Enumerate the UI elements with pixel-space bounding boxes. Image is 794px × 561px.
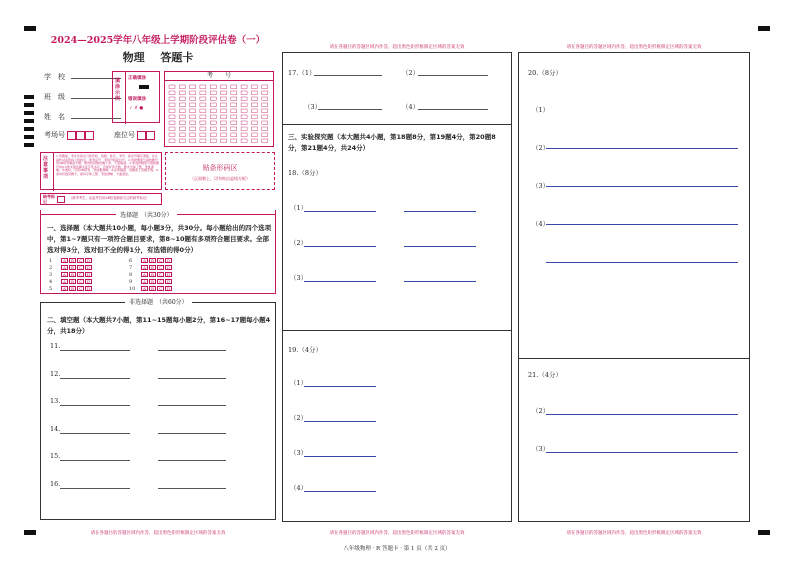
fill-answer-line[interactable]	[158, 460, 226, 461]
choice-section	[40, 210, 276, 294]
warning-col3-top: 请在各题目的答题区域内作答，超出黑色矩形框限定区域的答案无效	[566, 45, 702, 50]
choice-option-bubble[interactable]: D	[86, 258, 91, 263]
choice-option-bubble[interactable]: A	[141, 272, 148, 277]
choice-question-number: 3	[49, 272, 53, 278]
sub-question-label: （3）	[532, 445, 550, 453]
answer-line[interactable]	[304, 211, 376, 212]
fill-answer-line[interactable]	[158, 433, 226, 434]
notice-box	[40, 152, 162, 190]
answer-line[interactable]	[304, 246, 376, 247]
fill-answer-line[interactable]	[60, 350, 130, 351]
sub-question-label: （1）	[532, 106, 550, 114]
choice-option-bubble[interactable]: B	[149, 279, 156, 284]
answer-line[interactable]	[546, 186, 738, 187]
answer-line[interactable]	[546, 452, 738, 453]
fill-question-label: 11.	[50, 342, 61, 350]
choice-question-number: 1	[49, 258, 53, 264]
fill-in-section-band: 非选择题 （共60分）	[125, 297, 192, 306]
answer-column-2	[282, 52, 512, 522]
answer-line[interactable]	[546, 414, 738, 415]
choice-option-bubble[interactable]: D	[86, 272, 91, 277]
barcode-area	[165, 152, 275, 190]
choice-option-bubble[interactable]: B	[69, 265, 76, 270]
q17-4-label: （4）	[402, 103, 420, 111]
wrong-fill-label: 错误填涂	[128, 97, 146, 102]
choice-option-bubble[interactable]: B	[69, 272, 76, 277]
choice-question-number: 7	[129, 265, 133, 271]
exam-id-bubbles[interactable]	[165, 81, 273, 147]
name-field[interactable]: 姓 名	[44, 112, 121, 122]
sub-question-label: （2）	[290, 239, 308, 247]
fill-example-vertical-label: 填涂示例	[115, 78, 121, 102]
alignment-mark-tr	[758, 26, 770, 31]
choice-option-bubble[interactable]: A	[141, 279, 148, 284]
fill-answer-line[interactable]	[158, 378, 226, 379]
choice-option-bubble[interactable]: C	[158, 265, 163, 270]
fill-question-label: 15.	[50, 452, 61, 460]
choice-section-band: 选择题 （共30分）	[116, 210, 177, 219]
fill-answer-line[interactable]	[60, 433, 130, 434]
absent-note: （缺考考生，由监考员用2B铅笔填涂右边的缺考标记）	[69, 196, 150, 200]
answer-line[interactable]	[304, 491, 376, 492]
exam-title: 2024—2025学年八年级上学期阶段评估卷（一）	[50, 35, 266, 46]
warning-col2-bottom: 请在各题目的答题区域内作答，超出黑色矩形框限定区域的答案无效	[329, 531, 465, 536]
sub-question-label: （4）	[532, 220, 550, 228]
sub-question-label: （2）	[532, 144, 550, 152]
answer-line[interactable]	[546, 148, 738, 149]
absent-checkbox[interactable]	[57, 196, 65, 203]
choice-option-bubble[interactable]: D	[86, 286, 91, 291]
fill-answer-line[interactable]	[60, 460, 130, 461]
choice-option-bubble[interactable]: D	[166, 272, 171, 277]
choice-option-bubble[interactable]: B	[149, 265, 156, 270]
warning-col2-top: 请在各题目的答题区域内作答，超出黑色矩形框限定区域的答案无效	[329, 45, 465, 50]
choice-option-bubble[interactable]: D	[86, 265, 91, 270]
choice-question-row[interactable]	[129, 272, 173, 278]
fill-question-label: 14.	[50, 424, 61, 433]
sub-question-label: （1）	[290, 204, 308, 212]
choice-option-bubble[interactable]: D	[166, 286, 171, 291]
fill-answer-line[interactable]	[60, 378, 130, 379]
answer-line[interactable]	[304, 456, 376, 457]
choice-option-bubble[interactable]: A	[61, 272, 68, 277]
choice-question-row[interactable]	[49, 272, 93, 278]
choice-question-row[interactable]	[49, 286, 93, 292]
choice-option-bubble[interactable]: B	[69, 258, 76, 263]
absent-label: 缺考标记	[43, 194, 55, 204]
fill-answer-line[interactable]	[60, 405, 130, 406]
answer-line[interactable]	[546, 224, 738, 225]
choice-option-bubble[interactable]: C	[78, 286, 83, 291]
choice-option-bubble[interactable]: C	[78, 272, 83, 277]
choice-option-bubble[interactable]: C	[158, 272, 163, 277]
answer-line[interactable]	[404, 246, 476, 247]
choice-option-bubble[interactable]: B	[149, 258, 156, 263]
room-field[interactable]: 考场号	[44, 130, 94, 140]
q17-3-answer[interactable]	[318, 109, 382, 110]
choice-option-bubble[interactable]: C	[78, 265, 83, 270]
fill-in-section-title: 二、填空题（本大题共7小题，第11~15题每小题2分，第16~17题每小题4分，共18分）	[47, 316, 271, 335]
fill-question-label: 12.	[50, 369, 61, 378]
choice-question-number: 9	[129, 279, 133, 285]
choice-question-number: 2	[49, 265, 53, 271]
sub-question-label: （2）	[532, 407, 550, 415]
answer-line[interactable]	[546, 262, 738, 263]
fill-answer-line[interactable]	[60, 488, 130, 489]
q17-2-answer[interactable]	[418, 75, 488, 76]
sub-question-label: （4）	[290, 484, 308, 492]
notice-text: 1.答题前，考生先将自己的学校、班级、姓名、考号、座位号填写清楚，并认真核对条形码上的姓名、准考证号、考场号和座位号。2.选择题部分请按题号用2B铅笔填涂方框，修改时用橡皮擦干净，不留痕迹。3.非选择题部分请按题号用0.5毫米黑色墨水签字笔书写，否则作答无效。要求字体工整、笔迹清晰。作图时，可用2B铅笔，笔迹要清晰。4.在草稿纸、试题卷上答题无效。5.请勿折叠答题卡，保持字体工整、笔迹清晰、卡面清洁。	[56, 154, 159, 176]
choice-option-bubble[interactable]: B	[149, 286, 156, 291]
q17-1-answer[interactable]	[314, 75, 382, 76]
choice-option-bubble[interactable]: A	[61, 286, 68, 291]
answer-line[interactable]	[304, 386, 376, 387]
warning-col3-bottom: 请在各题目的答题区域内作答，超出黑色矩形框限定区域的答案无效	[566, 531, 702, 536]
q21-label: 21.（4分）	[528, 371, 562, 379]
correct-fill-label: 正确填涂	[128, 76, 146, 81]
choice-option-bubble[interactable]: A	[61, 258, 68, 263]
choice-question-number: 6	[129, 258, 133, 264]
choice-option-bubble[interactable]: B	[69, 286, 76, 291]
class-field[interactable]: 班 级	[44, 92, 121, 102]
choice-question-row[interactable]	[129, 286, 173, 292]
school-field[interactable]: 学 校	[44, 72, 121, 82]
answer-line[interactable]	[404, 211, 476, 212]
choice-question-number: 5	[49, 286, 53, 292]
q20-label: 20.（8分）	[528, 69, 562, 77]
choice-option-bubble[interactable]: C	[158, 286, 163, 291]
choice-question-number: 10	[129, 286, 136, 292]
q19-label: 19.（4分）	[288, 346, 322, 354]
choice-option-bubble[interactable]: D	[166, 265, 171, 270]
seat-field[interactable]: 座位号	[114, 130, 155, 140]
choice-option-bubble[interactable]: A	[141, 265, 148, 270]
alignment-mark-tl	[24, 26, 36, 31]
subject-label: 物理	[122, 51, 145, 64]
answer-line[interactable]	[304, 281, 376, 282]
wrong-fill-samples: ✓ ✗ ●	[129, 106, 144, 111]
sub-question-label: （3）	[290, 449, 308, 457]
answer-line[interactable]	[404, 281, 476, 282]
answer-line[interactable]	[304, 421, 376, 422]
choice-option-bubble[interactable]: B	[69, 279, 76, 284]
choice-question-row[interactable]	[129, 265, 173, 271]
sub-question-label: （2）	[290, 414, 308, 422]
divider	[518, 358, 750, 359]
absent-marker-box	[40, 193, 162, 205]
choice-option-bubble[interactable]: B	[149, 272, 156, 277]
fill-answer-line[interactable]	[158, 350, 226, 351]
choice-option-bubble[interactable]: C	[158, 258, 163, 263]
choice-question-row[interactable]	[129, 258, 173, 264]
choice-option-bubble[interactable]: A	[141, 286, 148, 291]
fill-answer-line[interactable]	[158, 488, 226, 489]
alignment-mark-br	[758, 530, 770, 535]
sub-question-label: （3）	[290, 274, 308, 282]
choice-option-bubble[interactable]: C	[78, 258, 83, 263]
alignment-mark-bl	[24, 530, 36, 535]
choice-option-bubble[interactable]: A	[141, 258, 148, 263]
choice-option-bubble[interactable]: C	[78, 279, 83, 284]
fill-question-label: 13.	[50, 397, 61, 405]
exam-id-label: 考 号	[165, 72, 273, 81]
barcode-note: （正面朝上，切勿贴出虚线方框）	[190, 176, 250, 181]
warning-col1-bottom: 请在各题目的答题区域内作答，超出黑色矩形框限定区域的答案无效	[90, 531, 226, 536]
q17-3-label: （3）	[304, 103, 322, 111]
choice-question-row[interactable]	[49, 265, 93, 271]
barcode-title: 贴条形码区	[202, 164, 238, 172]
sub-question-label: （3）	[532, 182, 550, 190]
q17-2-label: （2）	[402, 69, 420, 77]
choice-option-bubble[interactable]: D	[166, 258, 171, 263]
choice-option-bubble[interactable]: D	[86, 279, 91, 284]
choice-question-number: 4	[49, 279, 53, 285]
choice-section-title: 一、选择题（本大题共10小题，每小题3分，共30分。每小题给出的四个选项中，第1~7题只有一项符合题目要求，第8~10题有多项符合题目要求。全部选对得3分，选对但不全的得1分，有选错的得0分）	[47, 224, 272, 254]
sub-question-label: （1）	[290, 379, 308, 387]
fill-example-box	[112, 71, 160, 123]
q18-label: 18.（8分）	[288, 169, 322, 177]
page-footer: 八年级物理 · R 答题卡 · 第 1 页（共 2 页）	[343, 546, 451, 552]
choice-question-number: 8	[129, 272, 133, 278]
exam-id-grid[interactable]	[164, 71, 274, 147]
choice-question-row[interactable]	[49, 258, 93, 264]
correct-fill-sample	[139, 85, 149, 89]
notice-label: 注意事项	[43, 156, 49, 180]
q17-4-answer[interactable]	[418, 109, 488, 110]
card-label: 答题卡	[160, 51, 194, 64]
choice-question-row[interactable]	[49, 279, 93, 285]
choice-option-bubble[interactable]: A	[61, 279, 68, 284]
divider	[282, 124, 512, 125]
choice-question-row[interactable]	[129, 279, 173, 285]
experiment-section-title: 三、实验探究题（本大题共4小题，第18题8分，第19题4分，第20题8分，第21题4分，共24分）	[288, 133, 496, 152]
choice-option-bubble[interactable]: C	[158, 279, 163, 284]
choice-option-bubble[interactable]: D	[166, 279, 171, 284]
fill-answer-line[interactable]	[158, 405, 226, 406]
fill-question-label: 16.	[50, 479, 61, 488]
q17-label: 17.（1）	[288, 69, 316, 77]
choice-option-bubble[interactable]: A	[61, 265, 68, 270]
divider	[282, 330, 512, 331]
